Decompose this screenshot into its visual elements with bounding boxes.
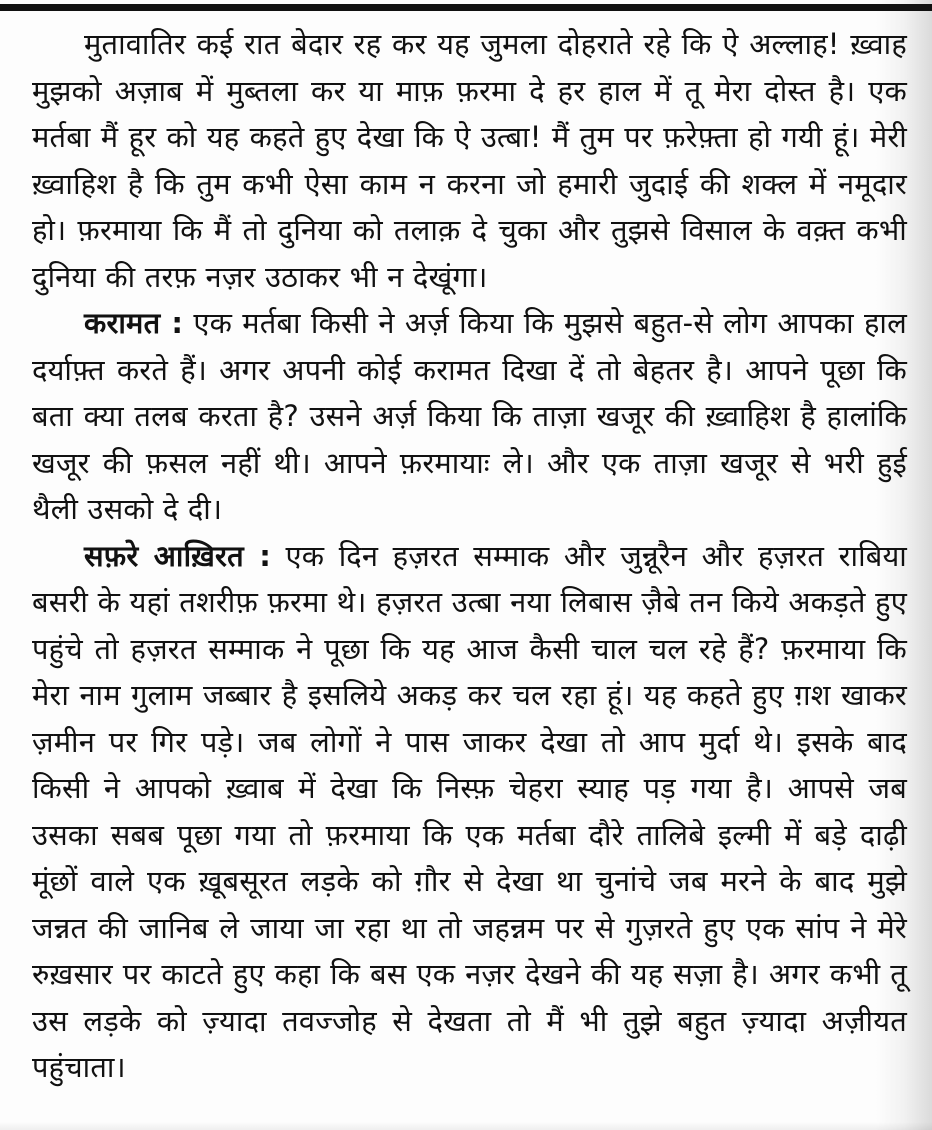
document-body: [32, 21, 907, 1091]
paragraph-1-text: मुतावातिर कई रात बेदार रह कर यह जुमला दोहराते रहे कि ऐ अल्लाह! ख़्वाह मुझको अज़ाब में मुब्तला कर या माफ़ फ़रमा दे हर हाल में तू मेरा दोस्त है। एक मर्तबा मैं हूर को यह कहते हुए देखा कि ऐ उत्बा! मैं तुम पर फ़रेफ़्ता हो गयी हूं। मेरी ख़्वाहिश है कि तुम कभी ऐसा काम न करना जो हमारी जुदाई की शक्ल में नमूदार हो। फ़रमाया कि मैं तो दुनिया को तलाक़ दे चुका और तुझसे विसाल के वक़्त कभी दुनिया की तरफ़ नज़र उठाकर भी न देखूंगा।: [32, 27, 907, 294]
paragraph-safar-e-aakhirat: [32, 533, 907, 1091]
paragraph-heading-karamat: करामत :: [84, 306, 184, 340]
paragraph-safar-e-aakhirat-text: एक दिन हज़रत सम्माक और जुन्नूरैन और हज़रत राबिया बसरी के यहां तशरीफ़ फ़रमा थे। हज़रत उत्बा नया लिबास ज़ैबे तन किये अकड़ते हुए पहुंचे तो हज़रत सम्माक ने पूछा कि यह आज कैसी चाल चल रहे हैं? फ़रमाया कि मेरा नाम गुलाम जब्बार है इसलिये अकड़ कर चल रहा हूं। यह कहते हुए ग़श खाकर ज़मीन पर गिर पड़े। जब लोगों ने पास जाकर देखा तो आप मुर्दा थे। इसके बाद किसी ने आपको ख़्वाब में देखा कि निस्फ़ चेहरा स्याह पड़ गया है। आपसे जब उसका सबब पूछा गया तो फ़रमाया कि एक मर्तबा दौरे तालिबे इल्मी में बड़े दाढ़ी मूंछों वाले एक ख़ूबसूरत लड़के को ग़ौर से देखा था चुनांचे जब मरने के बाद मुझे जन्नत की जानिब ले जाया जा रहा था तो जहन्नम पर से गुज़रते हुए एक सांप ने मेरे रुख़सार पर काटते हुए कहा कि बस एक नज़र देखने की यह सज़ा है। अगर कभी तू उस लड़के को ज़्यादा तवज्जोह से देखता तो मैं भी तुझे बहुत ज़्यादा अज़ीयत पहुंचाता।: [32, 538, 907, 1084]
paragraph-heading-safar-e-aakhirat: सफ़रे आख़िरत :: [84, 538, 272, 573]
top-rule: [0, 4, 932, 11]
paragraph-karamat-text: एक मर्तबा किसी ने अर्ज़ किया कि मुझसे बहुत-से लोग आपका हाल दर्याफ़्त करते हैं। अगर अपनी कोई करामत दिखा दें तो बेहतर है। आपने पूछा कि बता क्या तलब करता है? उसने अर्ज़ किया कि ताज़ा खजूर की ख़्वाहिश है हालांकि खजूर की फ़सल नहीं थी। आपने फ़रमायाः ले। और एक ताज़ा खजूर से भरी हुई थैली उसको दे दी।: [32, 306, 907, 526]
page-bottom-edge: [0, 1122, 932, 1130]
paragraph-karamat: [32, 300, 907, 533]
paragraph-1: [32, 21, 907, 300]
